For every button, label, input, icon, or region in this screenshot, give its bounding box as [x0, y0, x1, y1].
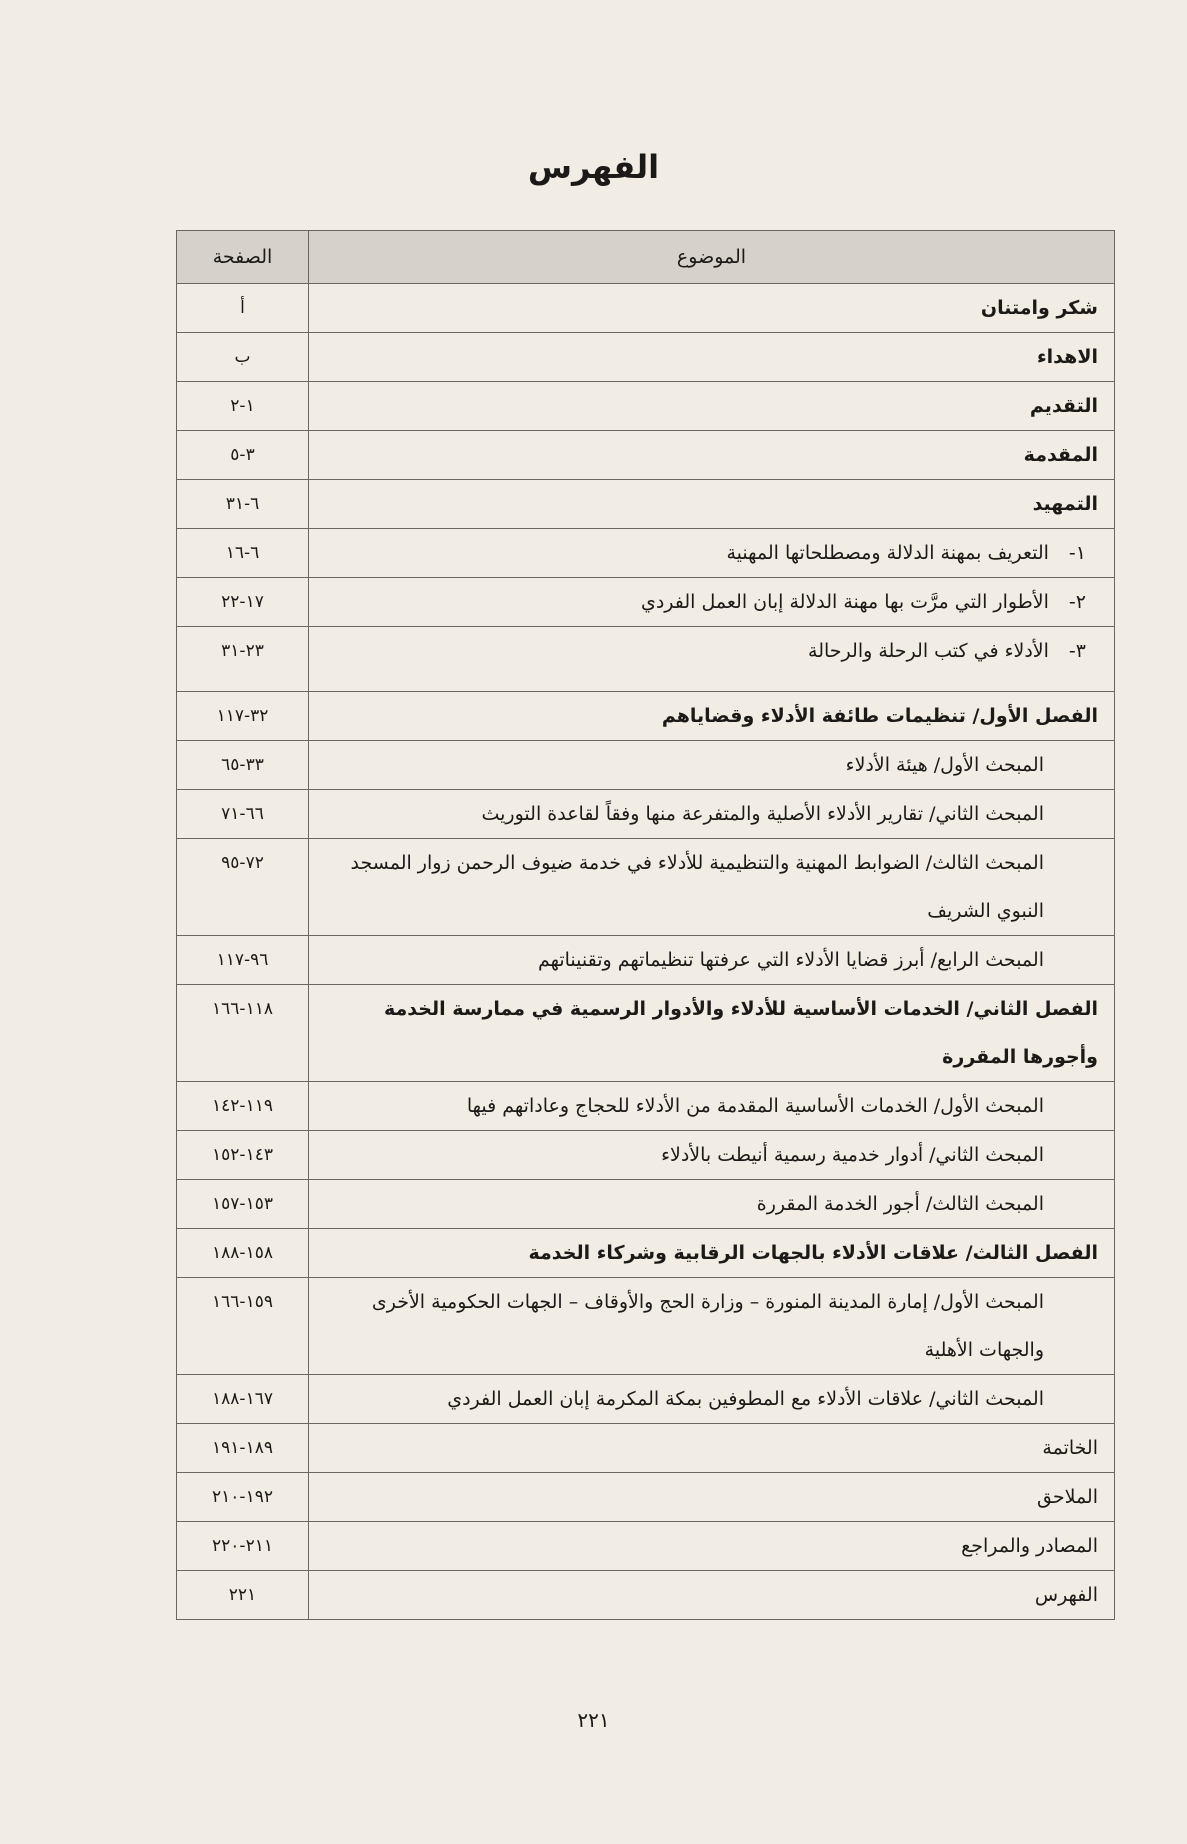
row-topic: التعريف بمهنة الدلالة ومصطلحاتها المهنية	[726, 542, 1049, 564]
row-page: ٢١١-٢٢٠	[177, 1522, 309, 1571]
row-page: ١١٨-١٦٦	[177, 985, 309, 1082]
row-topic-cell	[309, 382, 1115, 431]
row-page: ١-٢	[177, 382, 309, 431]
row-topic-cell	[309, 1131, 1115, 1180]
table-row	[177, 1278, 1115, 1375]
row-page: ٧٢-٩٥	[177, 839, 309, 936]
row-topic: المبحث الأول/ هيئة الأدلاء	[845, 754, 1044, 776]
table-row	[177, 284, 1115, 333]
row-topic-cell	[309, 1473, 1115, 1522]
row-page: ١٥٩-١٦٦	[177, 1278, 309, 1375]
row-page: أ	[177, 284, 309, 333]
table-row	[177, 529, 1115, 578]
row-topic: المبحث الثاني/ علاقات الأدلاء مع المطوفين بمكة المكرمة إبان العمل الفردي	[447, 1388, 1044, 1410]
row-page: ١٨٩-١٩١	[177, 1424, 309, 1473]
table-row	[177, 1424, 1115, 1473]
row-topic: الاهداء	[1036, 346, 1098, 368]
table-row	[177, 333, 1115, 382]
row-topic: الفصل الأول/ تنظيمات طائفة الأدلاء وقضاياهم	[661, 705, 1098, 727]
row-topic: الفهرس	[1034, 1584, 1098, 1606]
row-topic: المبحث الأول/ إمارة المدينة المنورة – وزارة الحج والأوقاف – الجهات الحكومية الأخرى والجهات الأهلية	[371, 1291, 1044, 1361]
row-topic-cell	[309, 578, 1115, 627]
row-page: ١٧-٢٢	[177, 578, 309, 627]
row-page: ٣٢-١١٧	[177, 692, 309, 741]
table-row	[177, 1375, 1115, 1424]
row-number: ٢-	[1068, 591, 1086, 613]
table-body	[177, 284, 1115, 1620]
row-page: ٣٣-٦٥	[177, 741, 309, 790]
table-row	[177, 1522, 1115, 1571]
row-topic-cell	[309, 480, 1115, 529]
row-page: ١١٩-١٤٢	[177, 1082, 309, 1131]
row-page: ٢٢١	[177, 1571, 309, 1620]
row-topic-cell	[309, 284, 1115, 333]
row-page: ٦٦-٧١	[177, 790, 309, 839]
row-page: ٩٦-١١٧	[177, 936, 309, 985]
row-page: ١٦٧-١٨٨	[177, 1375, 309, 1424]
row-topic-cell	[309, 936, 1115, 985]
row-page: ب	[177, 333, 309, 382]
table-row	[177, 839, 1115, 936]
row-topic: شكر وامتنان	[980, 297, 1098, 319]
page-number: ٢٢١	[577, 1708, 610, 1732]
row-topic-cell	[309, 790, 1115, 839]
table-row	[177, 1473, 1115, 1522]
row-topic: الخاتمة	[1042, 1437, 1098, 1459]
table-header-row	[177, 231, 1115, 284]
row-topic: المبحث الثالث/ الضوابط المهنية والتنظيمية للأدلاء في خدمة ضيوف الرحمن زوار المسجد النبوي الشريف	[350, 852, 1044, 922]
table-row	[177, 1082, 1115, 1131]
table-row	[177, 578, 1115, 627]
row-topic: المصادر والمراجع	[961, 1535, 1098, 1557]
row-topic-cell	[309, 1375, 1115, 1424]
table-row	[177, 1131, 1115, 1180]
table-row	[177, 480, 1115, 529]
row-page: ٢٣-٣١	[177, 627, 309, 692]
row-page: ١٥٨-١٨٨	[177, 1229, 309, 1278]
table-row	[177, 936, 1115, 985]
row-page: ١٩٢-٢١٠	[177, 1473, 309, 1522]
row-page: ١٤٣-١٥٢	[177, 1131, 309, 1180]
row-topic: المبحث الثاني/ تقارير الأدلاء الأصلية والمتفرعة منها وفقاً لقاعدة التوريث	[481, 803, 1044, 825]
row-page: ١٥٣-١٥٧	[177, 1180, 309, 1229]
row-topic: المبحث الثالث/ أجور الخدمة المقررة	[756, 1193, 1044, 1215]
row-topic-cell	[309, 1229, 1115, 1278]
row-topic-cell	[309, 333, 1115, 382]
row-topic-cell	[309, 431, 1115, 480]
row-topic: الملاحق	[1037, 1486, 1098, 1508]
row-topic-cell	[309, 1522, 1115, 1571]
row-topic-cell	[309, 839, 1115, 936]
row-page: ٦-١٦	[177, 529, 309, 578]
table-of-contents	[176, 230, 1115, 1620]
row-topic: الفصل الثالث/ علاقات الأدلاء بالجهات الرقابية وشركاء الخدمة	[528, 1242, 1098, 1264]
row-topic-cell	[309, 1571, 1115, 1620]
row-topic: المبحث الرابع/ أبرز قضايا الأدلاء التي عرفتها تنظيماتهم وتقنيناتهم	[537, 949, 1044, 971]
row-topic-cell	[309, 627, 1115, 692]
table-row	[177, 431, 1115, 480]
row-topic-cell	[309, 1424, 1115, 1473]
row-topic: الفصل الثاني/ الخدمات الأساسية للأدلاء والأدوار الرسمية في ممارسة الخدمة وأجورها المقررة	[384, 998, 1098, 1068]
row-page: ٣-٥	[177, 431, 309, 480]
row-topic: المقدمة	[1023, 444, 1098, 466]
table-row	[177, 382, 1115, 431]
table-row	[177, 1571, 1115, 1620]
row-topic: التمهيد	[1032, 493, 1098, 515]
table-row	[177, 1229, 1115, 1278]
row-topic: المبحث الثاني/ أدوار خدمية رسمية أنيطت بالأدلاء	[661, 1144, 1044, 1166]
row-topic-cell	[309, 1180, 1115, 1229]
row-topic: التقديم	[1029, 395, 1098, 417]
row-topic-cell	[309, 741, 1115, 790]
row-topic: المبحث الأول/ الخدمات الأساسية المقدمة من الأدلاء للحجاج وعاداتهم فيها	[466, 1095, 1044, 1117]
header-topic: الموضوع	[309, 231, 1115, 284]
table-row	[177, 692, 1115, 741]
page-title: الفهرس	[527, 148, 660, 186]
table-row	[177, 1180, 1115, 1229]
table-row	[177, 790, 1115, 839]
row-topic-cell	[309, 985, 1115, 1082]
row-topic-cell	[309, 529, 1115, 578]
table-row	[177, 627, 1115, 692]
row-topic-cell	[309, 692, 1115, 741]
table-row	[177, 985, 1115, 1082]
row-number: ٣-	[1068, 640, 1086, 662]
row-topic-cell	[309, 1278, 1115, 1375]
header-page: الصفحة	[177, 231, 309, 284]
row-topic-cell	[309, 1082, 1115, 1131]
row-topic: الأدلاء في كتب الرحلة والرحالة	[808, 640, 1049, 662]
row-topic: الأطوار التي مرَّت بها مهنة الدلالة إبان العمل الفردي	[640, 591, 1049, 613]
table-row	[177, 741, 1115, 790]
row-page: ٦-٣١	[177, 480, 309, 529]
row-number: ١-	[1068, 542, 1086, 564]
